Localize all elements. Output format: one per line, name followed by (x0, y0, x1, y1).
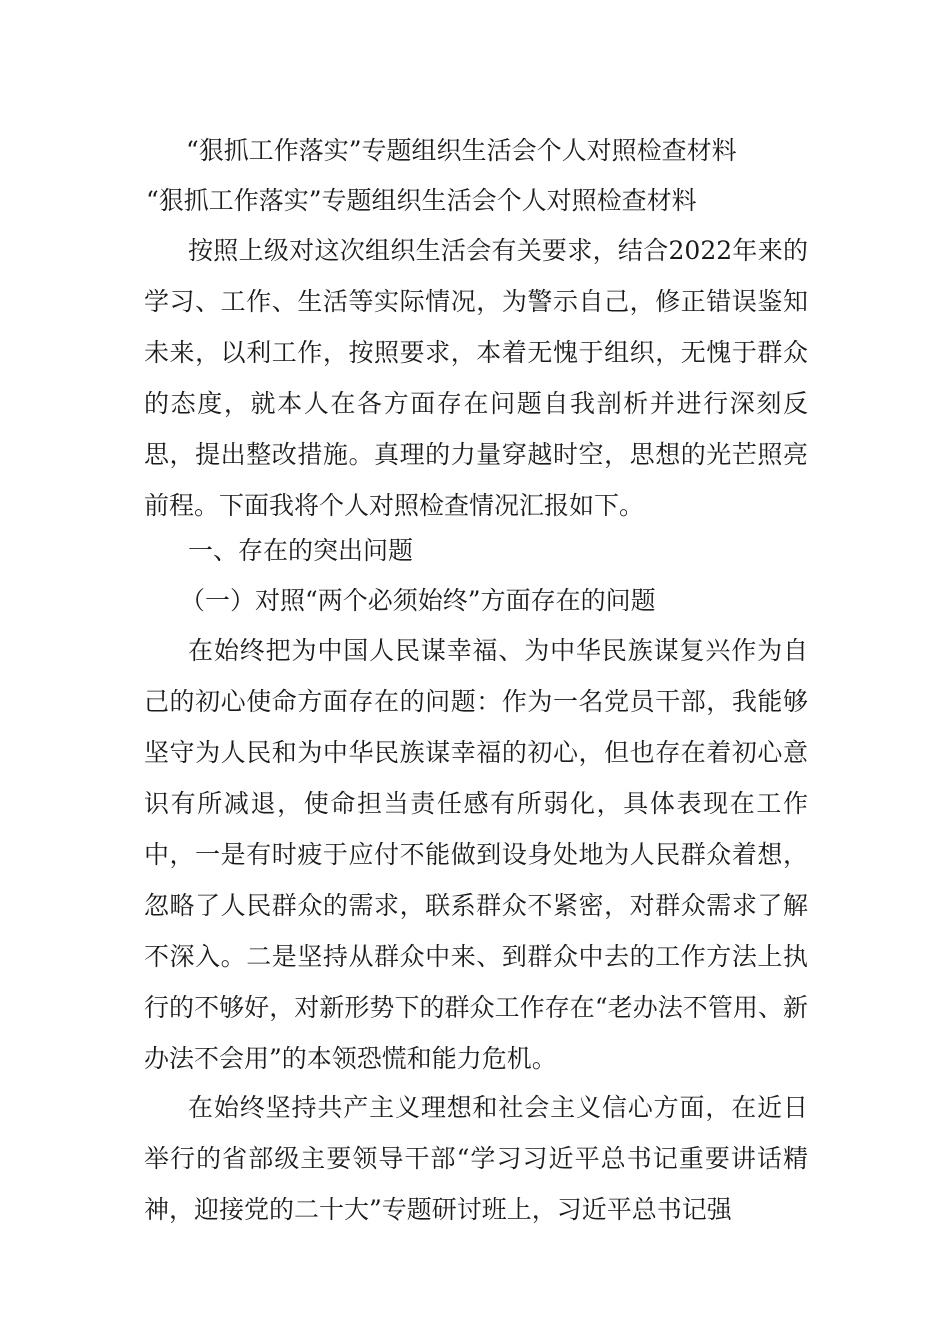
paragraph-original-mission: 在始终把为中国人民谋幸福、为中华民族谋复兴作为自己的初心使命方面存在的问题：作为一名党员干部，我能够坚守为人民和为中华民族谋幸福的初心，但也存在着初心意识有所减退，使命担当责任感有所弱化，具体表现在工作中，一是有时疲于应付不能做到设身处地为人民群众着想，忽略了人民群众的需求，联系群众不紧密，对群众需求了解不深入。二是坚持从群众中来、到群众中去的工作方法上执行的不够好，对新形势下的群众工作存在“老办法不管用、新办法不会用”的本领恐慌和能力危机。 (144, 636, 808, 1073)
paragraph-ideals-beliefs: 在始终坚持共产主义理想和社会主义信心方面，在近日举行的省部级主要领导干部“学习习近平总书记重要讲话精神，迎接党的二十大”专题研讨班上，习近平总书记强 (144, 1093, 808, 1224)
document-title-line-1: “狠抓工作落实”专题组织生活会个人对照检查材料 (186, 136, 737, 165)
paragraph-introduction: 按照上级对这次组织生活会有关要求，结合2022年来的学习、工作、生活等实际情况，为警示自己，修正错误鉴知未来，以利工作，按照要求，本着无愧于组织，无愧于群众的态度，就本人在各方面存在问题自我剖析并进行深刻反思，提出整改措施。真理的力量穿越时空，思想的光芒照亮前程。下面我将个人对照检查情况汇报如下。 (144, 236, 809, 520)
section-heading: 一、存在的突出问题 (188, 536, 414, 565)
subsection-heading: （一）对照“两个必须始终”方面存在的问题 (180, 586, 656, 615)
document-title-line-2: “狠抓工作落实”专题组织生活会个人对照检查材料 (146, 186, 697, 215)
